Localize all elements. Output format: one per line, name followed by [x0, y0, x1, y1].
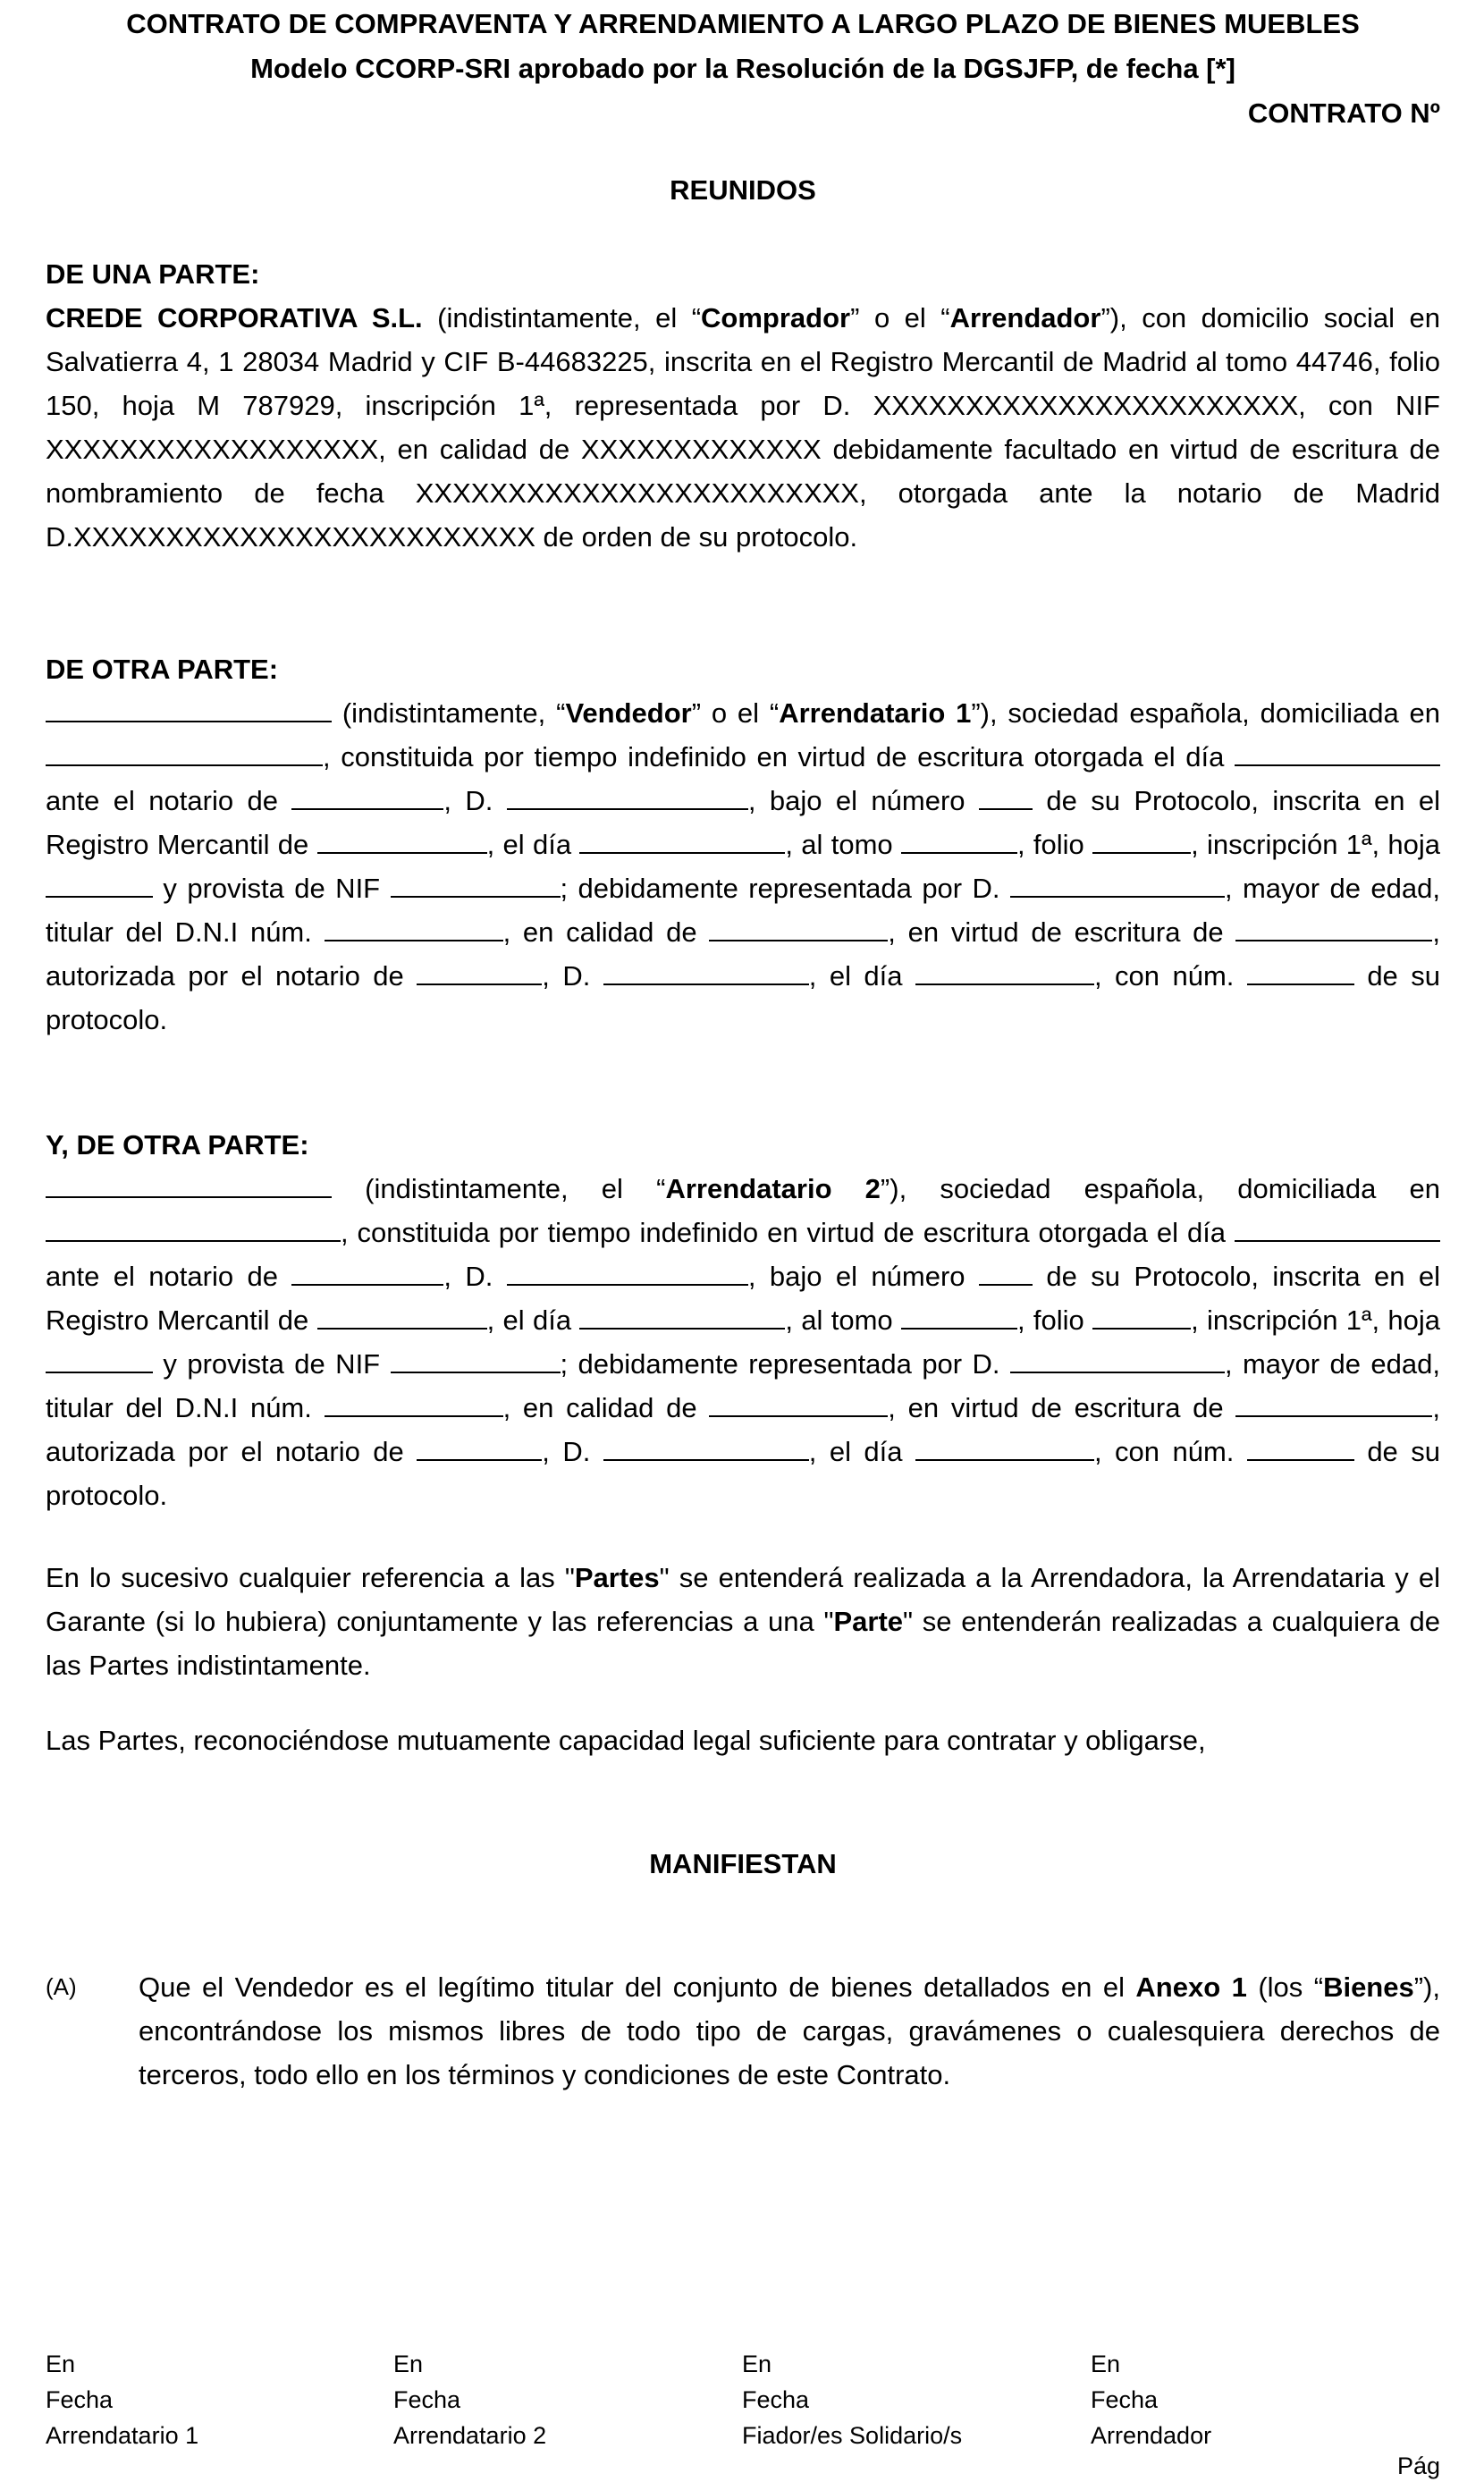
partes-definition-paragraph: En lo sucesivo cualquier referencia a las "Partes" se entenderá realizada a la Arrendadora, la Arrendataria y el Garante (si lo hubiera) conjuntamente y las referencias a una "Parte" se entenderán realizadas a cualquiera de las Partes indistintamente. [46, 1562, 1440, 1681]
blank-field[interactable] [915, 1434, 1094, 1461]
blank-field[interactable] [901, 1303, 1017, 1330]
blank-field[interactable] [317, 827, 487, 854]
party-2-label: DE OTRA PARTE: [46, 654, 279, 685]
blank-field[interactable] [915, 958, 1094, 985]
footer-fecha: Fecha [1091, 2386, 1159, 2413]
blank-field[interactable] [1235, 915, 1432, 941]
blank-field[interactable] [46, 1171, 332, 1198]
blank-field[interactable] [579, 827, 785, 854]
blank-field[interactable] [46, 1347, 153, 1373]
reunidos-heading: REUNIDOS [670, 174, 816, 206]
party-1-name: CREDE CORPORATIVA S.L. [46, 302, 423, 333]
footer-role: Arrendatario 1 [46, 2422, 199, 2449]
document-page [46, 0, 1440, 2482]
blank-field[interactable] [709, 1390, 888, 1417]
blank-field[interactable] [325, 1390, 503, 1417]
blank-field[interactable] [1247, 1434, 1354, 1461]
footer-col-fiador [742, 2346, 1082, 2453]
blank-field[interactable] [291, 783, 443, 810]
blank-field[interactable] [1235, 1390, 1432, 1417]
blank-field[interactable] [1092, 1303, 1191, 1330]
blank-field[interactable] [579, 1303, 785, 1330]
blank-field[interactable] [1235, 739, 1440, 766]
blank-field[interactable] [46, 871, 153, 898]
blank-field[interactable] [979, 1259, 1033, 1286]
footer-en: En [1091, 2351, 1121, 2377]
footer-col-arrendador [1091, 2346, 1430, 2453]
party-2-paragraph: (indistintamente, “Vendedor” o el “Arrendatario 1”), sociedad española, domiciliada en , constituida por tiempo indefinido en virtud de escritura otorgada el día ante el notario de , D. , bajo el número de su Protocolo, inscrita en el Registro Mercantil de , el día , al tomo , folio , inscripción 1ª, hoja y provista de NIF ; debidamente representada por D. , mayor de edad, titular del D.N.I núm. , en calidad de , en virtud de escritura de , autorizada por el notario de , D. , el día , con núm. de su protocolo. [46, 697, 1441, 1035]
footer-col-arrendatario-1 [46, 2346, 385, 2453]
blank-field[interactable] [417, 958, 542, 985]
footer-role: Fiador/es Solidario/s [742, 2422, 963, 2449]
footer-fecha: Fecha [742, 2386, 810, 2413]
blank-field[interactable] [603, 958, 809, 985]
manifiestan-item-text: Que el Vendedor es el legítimo titular del conjunto de bienes detallados en el Anexo 1 (los “Bienes”), encontrándose los mismos libres de todo tipo de cargas, gravámenes o cualesquiera derechos de terceros, todo ello en los términos y condiciones de este Contrato. [139, 1971, 1440, 2090]
contract-number: CONTRATO Nº [1247, 97, 1440, 129]
blank-field[interactable] [901, 827, 1017, 854]
capacidad-paragraph: Las Partes, reconociéndose mutuamente capacidad legal suficiente para contratar y obligarse, [46, 1725, 1206, 1756]
blank-field[interactable] [979, 783, 1033, 810]
blank-field[interactable] [391, 871, 561, 898]
footer-en: En [742, 2351, 772, 2377]
footer-fecha: Fecha [46, 2386, 114, 2413]
blank-field[interactable] [709, 915, 888, 941]
partes-definition-section [46, 1556, 1440, 1687]
footer-role: Arrendatario 2 [393, 2422, 547, 2449]
party-2-section [46, 647, 1440, 1042]
footer-fecha: Fecha [393, 2386, 461, 2413]
party-3-section [46, 1123, 1440, 1517]
party-1-paragraph: CREDE CORPORATIVA S.L. (indistintamente, el “Comprador” o el “Arrendador”), con domicilio social en Salvatierra 4, 1 28034 Madrid y CIF B-44683225, inscrita en el Registro Mercantil de Madrid al tomo 44746, folio 150, hoja M 787929, inscripción 1ª, representada por D. XXXXXXXXXXXXXXXXXXXXXXX, con NIF XXXXXXXXXXXXXXXXXX, en calidad de XXXXXXXXXXXXX debidamente facultado en virtud de escritura de nombramiento de fecha XXXXXXXXXXXXXXXXXXXXXXXX, otorgada ante la notario de Madrid D.XXXXXXXXXXXXXXXXXXXXXXXXX de orden de su protocolo. [46, 302, 1440, 553]
blank-field[interactable] [417, 1434, 542, 1461]
party-3-label: Y, DE OTRA PARTE: [46, 1129, 309, 1161]
blank-field[interactable] [603, 1434, 809, 1461]
document-title: CONTRATO DE COMPRAVENTA Y ARRENDAMIENTO A LARGO PLAZO DE BIENES MUEBLES [126, 8, 1360, 39]
blank-field[interactable] [507, 1259, 748, 1286]
footer-role: Arrendador [1091, 2422, 1212, 2449]
document-subtitle: Modelo CCORP-SRI aprobado por la Resolución de la DGSJFP, de fecha [*] [250, 53, 1235, 84]
footer-en: En [393, 2351, 424, 2377]
blank-field[interactable] [1247, 958, 1354, 985]
blank-field[interactable] [507, 783, 748, 810]
blank-field[interactable] [1235, 1215, 1440, 1242]
party-1-section [46, 252, 1440, 559]
blank-field[interactable] [391, 1347, 561, 1373]
blank-field[interactable] [317, 1303, 487, 1330]
blank-field[interactable] [1010, 1347, 1225, 1373]
blank-field[interactable] [1010, 871, 1225, 898]
footer-col-arrendatario-2 [393, 2346, 733, 2453]
blank-field[interactable] [46, 1215, 341, 1242]
party-3-paragraph: (indistintamente, el “Arrendatario 2”), sociedad española, domiciliada en , constituida por tiempo indefinido en virtud de escritura otorgada el día ante el notario de , D. , bajo el número de su Protocolo, inscrita en el Registro Mercantil de , el día , al tomo , folio , inscripción 1ª, hoja y provista de NIF ; debidamente representada por D. , mayor de edad, titular del D.N.I núm. , en calidad de , en virtud de escritura de , autorizada por el notario de , D. , el día , con núm. de su protocolo. [46, 1173, 1440, 1511]
blank-field[interactable] [291, 1259, 443, 1286]
blank-field[interactable] [46, 739, 323, 766]
page-number-label: Pág [1396, 2452, 1440, 2479]
party-1-label: DE UNA PARTE: [46, 258, 260, 290]
footer-en: En [46, 2351, 76, 2377]
blank-field[interactable] [325, 915, 503, 941]
blank-field[interactable] [1092, 827, 1191, 854]
manifiestan-item-letter: (A) [46, 1973, 77, 2000]
capacidad-section [46, 1718, 1440, 1762]
manifiestan-heading: MANIFIESTAN [649, 1848, 837, 1879]
blank-field[interactable] [46, 696, 332, 722]
